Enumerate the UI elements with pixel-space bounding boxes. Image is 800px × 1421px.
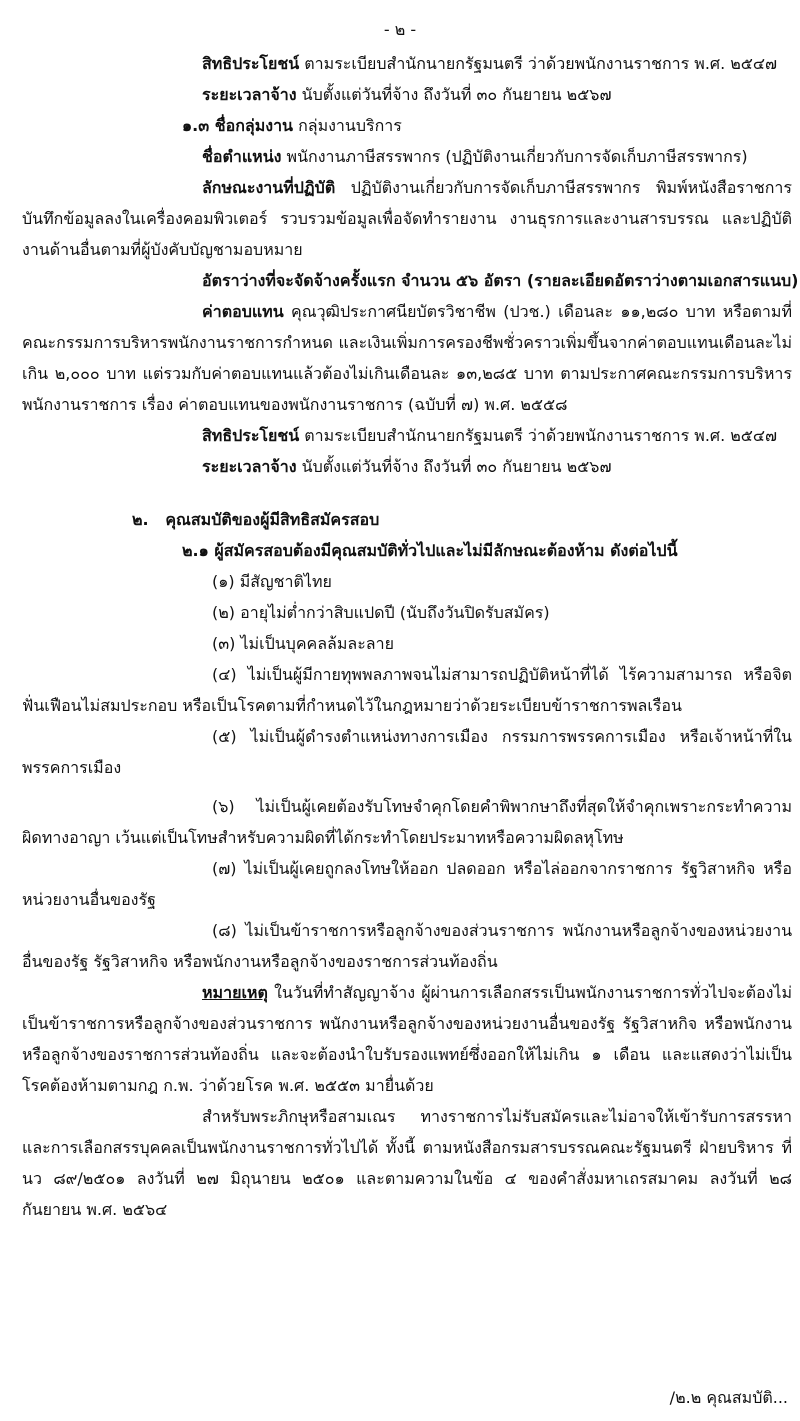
note-label: หมายเหตุ: [202, 983, 268, 1002]
group-label: ๑.๓ ชื่อกลุ่มงาน: [182, 116, 293, 135]
pay-label: ค่าตอบแทน: [202, 302, 284, 321]
position-text: พนักงานภาษีสรรพากร (ปฏิบัติงานเกี่ยวกับการจัดเก็บภาษีสรรพากร): [286, 147, 748, 166]
benefit-text: ตามระเบียบสำนักนายกรัฐมนตรี ว่าด้วยพนักงานราชการ พ.ศ. ๒๕๔๗: [304, 54, 778, 73]
period-label: ระยะเวลาจ้าง: [202, 85, 297, 104]
document-body: [22, 48, 799, 1225]
qualification-item-7: (๗) ไม่เป็นผู้เคยถูกลงโทษให้ออก ปลดออก หรือไล่ออกจากราชการ รัฐวิสาหกิจ หรือหน่วยงานอื่นของรัฐ: [22, 859, 792, 909]
period-line-top: [22, 79, 792, 110]
qualification-item-5: (๕) ไม่เป็นผู้ดำรงตำแหน่งทางการเมือง กรรมการพรรคการเมือง หรือเจ้าหน้าที่ในพรรคการเมือง: [22, 727, 792, 777]
qualification-item-4: (๔) ไม่เป็นผู้มีกายทุพพลภาพจนไม่สามารถปฏิบัติหน้าที่ได้ ไร้ความสามารถ หรือจิตฟั่นเฟือนไม่สมประกอบ หรือเป็นโรคตามที่กำหนดไว้ในกฎหมายว่าด้วยระเบียบข้าราชการพลเรือน: [22, 665, 792, 715]
duty-paragraph: [22, 172, 792, 265]
vacancy-line: อัตราว่างที่จะจัดจ้างครั้งแรก จำนวน ๕๖ อัตรา (รายละเอียดอัตราว่างตามเอกสารแนบ): [202, 271, 799, 290]
note-paragraph: [22, 977, 792, 1101]
period-line: [22, 451, 792, 482]
section-1-3-heading: [22, 110, 792, 141]
period-label-2: ระยะเวลาจ้าง: [202, 457, 297, 476]
group-text: กลุ่มงานบริการ: [298, 116, 402, 135]
page-number: - ๒ -: [383, 20, 417, 39]
qualification-item-2: (๒) อายุไม่ต่ำกว่าสิบแปดปี (นับถึงวันปิดรับสมัคร): [212, 603, 550, 622]
duty-label: ลักษณะงานที่ปฏิบัติ: [202, 178, 336, 197]
monk-paragraph: สำหรับพระภิกษุหรือสามเณร ทางราชการไม่รับสมัครและไม่อาจให้เข้ารับการสรรหาและการเลือกสรรบุคคลเป็นพนักงานราชการทั่วไปได้ ทั้งนี้ ตามหนังสือกรมสารบรรณคณะรัฐมนตรี ฝ่ายบริหาร ที่ นว ๘๙/๒๕๐๑ ลงวันที่ ๒๗ มิถุนายน ๒๕๐๑ และตามความในข้อ ๔ ของคำสั่งมหาเถรสมาคม ลงวันที่ ๒๘ กันยายน พ.ศ. ๒๕๖๔: [22, 1107, 792, 1219]
qualification-item-3: (๓) ไม่เป็นบุคคลล้มละลาย: [212, 634, 394, 653]
position-label: ชื่อตำแหน่ง: [202, 147, 282, 166]
duty-text: ปฏิบัติงานเกี่ยวกับการจัดเก็บภาษีสรรพากร พิมพ์หนังสือราชการ บันทึกข้อมูลลงในเครื่องคอมพิวเตอร์ รวบรวมข้อมูลเพื่อจัดทำรายงาน งานธุรการและงานสารบรรณ และปฏิบัติงานด้านอื่นตามที่ผู้บังคับบัญชามอบหมาย: [22, 178, 792, 259]
period-text-2: นับตั้งแต่วันที่จ้าง ถึงวันที่ ๓๐ กันยายน ๒๕๖๗: [301, 457, 612, 476]
qualification-item-6: (๖) ไม่เป็นผู้เคยต้องรับโทษจำคุกโดยคำพิพากษาถึงที่สุดให้จำคุกเพราะกระทำความผิดทางอาญา เว้นแต่เป็นโทษสำหรับความผิดที่ได้กระทำโดยประมาทหรือความผิดลหุโทษ: [22, 797, 792, 847]
note-text: ในวันที่ทำสัญญาจ้าง ผู้ผ่านการเลือกสรรเป็นพนักงานราชการทั่วไปจะต้องไม่เป็นข้าราชการหรือลูกจ้างของส่วนราชการ พนักงานหรือลูกจ้างของหน่วยงานอื่นของรัฐ รัฐวิสาหกิจ หรือพนักงาน หรือลูกจ้างของราชการส่วนท้องถิ่น และจะต้องนำใบรับรองแพทย์ซึ่งออกให้ไม่เกิน ๑ เดือน และแสดงว่าไม่เป็นโรคต้องห้ามตามกฎ ก.พ. ว่าด้วยโรค พ.ศ. ๒๕๕๓ มายื่นด้วย: [22, 983, 792, 1095]
benefit-line: [22, 420, 792, 451]
benefit-label: สิทธิประโยชน์: [202, 54, 300, 73]
qualification-item-1: (๑) มีสัญชาติไทย: [212, 572, 332, 591]
position-line: [22, 141, 792, 172]
benefit-line-top: [22, 48, 792, 79]
benefit-text-2: ตามระเบียบสำนักนายกรัฐมนตรี ว่าด้วยพนักงานราชการ พ.ศ. ๒๕๔๗: [304, 426, 778, 445]
period-text: นับตั้งแต่วันที่จ้าง ถึงวันที่ ๓๐ กันยายน ๒๕๖๗: [301, 85, 612, 104]
benefit-label-2: สิทธิประโยชน์: [202, 426, 300, 445]
spacer: [22, 482, 792, 504]
section-2-1-heading: ๒.๑ ผู้สมัครสอบต้องมีคุณสมบัติทั่วไปและไม่มีลักษณะต้องห้าม ดังต่อไปนี้: [182, 541, 678, 560]
spacer: [22, 783, 792, 791]
pay-text: คุณวุฒิประกาศนียบัตรวิชาชีพ (ปวช.) เดือนละ ๑๑,๒๘๐ บาท หรือตามที่คณะกรรมการบริหารพนักงานราชการกำหนด และเงินเพิ่มการครองชีพชั่วคราวเพิ่มขึ้นจากค่าตอบแทนเดือนละไม่เกิน ๒,๐๐๐ บาท แต่รวมกับค่าตอบแทนแล้วต้องไม่เกินเดือนละ ๑๓,๒๘๕ บาท ตามประกาศคณะกรรมการบริหารพนักงานราชการ เรื่อง ค่าตอบแทนของพนักงานราชการ (ฉบับที่ ๗) พ.ศ. ๒๕๕๘: [22, 302, 793, 414]
pay-paragraph: [22, 296, 792, 420]
qualification-item-8: (๘) ไม่เป็นข้าราชการหรือลูกจ้างของส่วนราชการ พนักงานหรือลูกจ้างของหน่วยงานอื่นของรัฐ รัฐวิสาหกิจ หรือพนักงานหรือลูกจ้างของราชการส่วนท้องถิ่น: [22, 921, 792, 971]
continuation-footer: /๒.๒ คุณสมบัติ...: [669, 1388, 788, 1407]
section-2-heading: ๒. คุณสมบัติของผู้มีสิทธิสมัครสอบ: [132, 510, 380, 529]
